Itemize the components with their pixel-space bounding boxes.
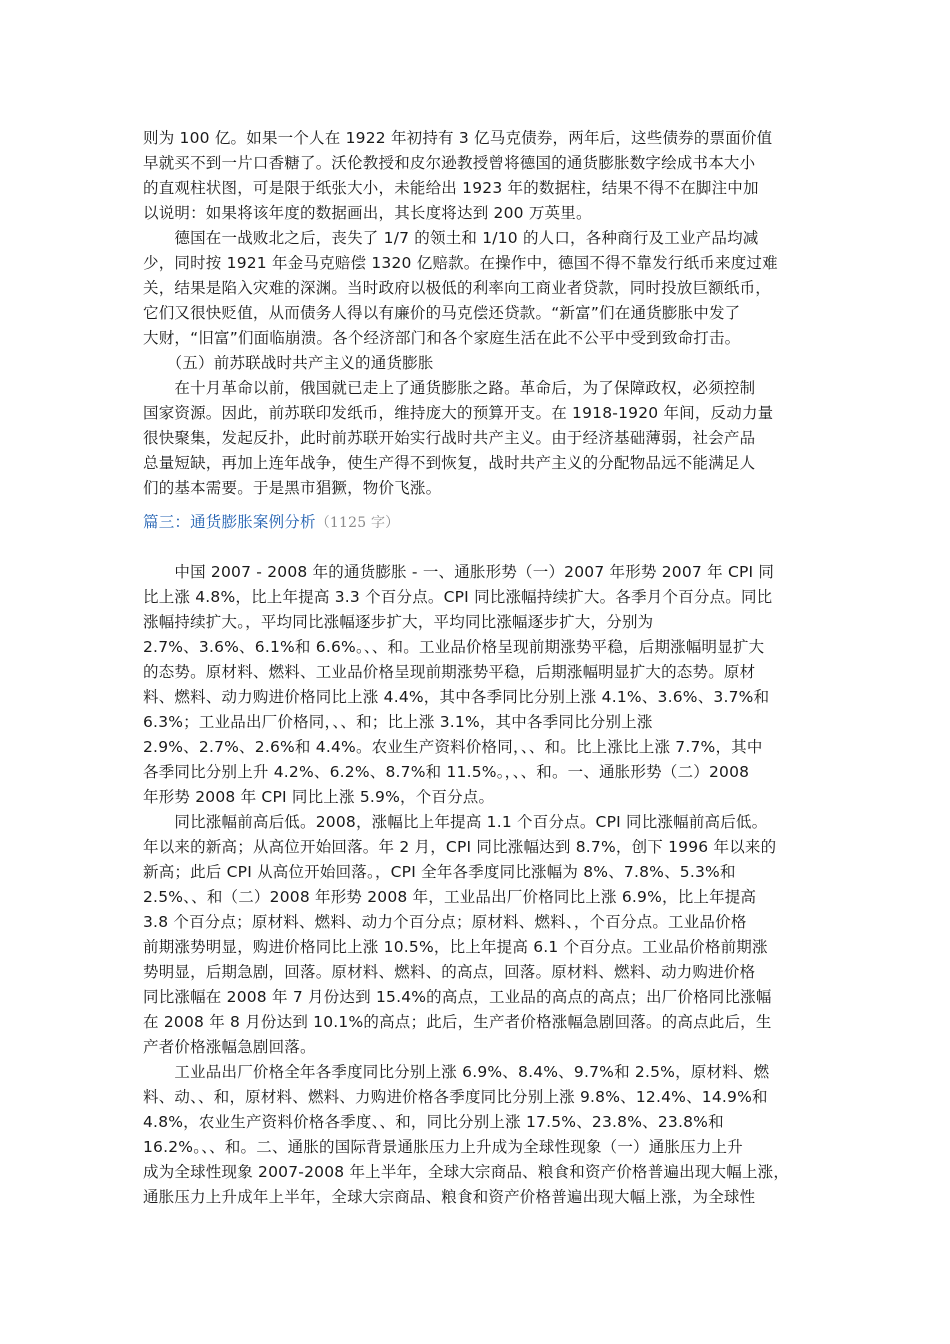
paragraph-line: 通胀压力上升成年上半年，全球大宗商品、粮食和资产价格普遍出现大幅上涨，为全球性 — [143, 1188, 756, 1206]
section-heading-title: 篇三：通货膨胀案例分析 — [143, 513, 316, 531]
paragraph-line: 总量短缺，再加上连年战争，使生产得不到恢复，战时共产主义的分配物品远不能满足人 — [143, 454, 756, 472]
paragraph-line: 势明显，后期急剧，回落。原材料、燃料、的高点，回落。原材料、燃料、动力购进价格 — [143, 963, 756, 981]
paragraph-line: 同比涨幅前高后低。2008，涨幅比上年提高 1.1 个百分点。CPI 同比涨幅前高后低。 — [143, 813, 768, 831]
paragraph-line: 少，同时按 1921 年金马克赔偿 1320 亿赔款。在操作中，德国不得不靠发行纸币来度过难 — [143, 254, 778, 272]
paragraph-line: 大财，“旧富”们面临崩溃。各个经济部门和各个家庭生活在此不公平中受到致命打击。 — [143, 329, 741, 347]
paragraph-line: 们的基本需要。于是黑市猖獗，物价飞涨。 — [143, 479, 442, 497]
paragraph-line: 的直观柱状图，可是限于纸张大小，未能给出 1923 年的数据柱，结果不得不在脚注中加 — [143, 179, 759, 197]
paragraph-line: 2.9%、2.7%、2.6%和 4.4%。农业生产资料价格同，、、和。比上涨比上涨 7.7%，其中 — [143, 738, 763, 756]
paragraph-line: 16.2%。、、和。二、通胀的国际背景通胀压力上升成为全球性现象（一）通胀压力上升 — [143, 1138, 743, 1156]
paragraph-line: 料、燃料、动力购进价格同比上涨 4.4%，其中各季同比分别上涨 4.1%、3.6%、3.7%和 — [143, 688, 770, 706]
paragraph-line: 中国 2007 - 2008 年的通货膨胀 - 一、通胀形势（一）2007 年形势 2007 年 CPI 同 — [143, 563, 775, 581]
paragraph-line: 2.7%、3.6%、6.1%和 6.6%。、、和。工业品价格呈现前期涨势平稳，后期涨幅明显扩大 — [143, 638, 765, 656]
paragraph-line: 工业品出厂价格全年各季度同比分别上涨 6.9%、8.4%、9.7%和 2.5%，原材料、燃 — [143, 1063, 770, 1081]
paragraph-line: 新高；此后 CPI 从高位开始回落。，CPI 全年各季度同比涨幅为 8%、7.8%、5.3%和 — [143, 863, 736, 881]
paragraph-line: 早就买不到一片口香糖了。沃伦教授和皮尔逊教授曾将德国的通货膨胀数字绘成书本大小 — [143, 154, 756, 172]
paragraph-line: 在十月革命以前，俄国就已走上了通货膨胀之路。革命后，为了保障政权，必须控制 — [143, 379, 756, 397]
paragraph-line: 成为全球性现象 2007-2008 年上半年，全球大宗商品、粮食和资产价格普遍出现大幅上涨， — [143, 1163, 790, 1181]
paragraph-line: 的态势。原材料、燃料、工业品价格呈现前期涨势平稳，后期涨幅明显扩大的态势。原材 — [143, 663, 756, 681]
paragraph-line: 前期涨势明显，购进价格同比上涨 10.5%，比上年提高 6.1 个百分点。工业品价格前期涨 — [143, 938, 768, 956]
paragraph-line: 很快聚集，发起反扑，此时前苏联开始实行战时共产主义。由于经济基础薄弱，社会产品 — [143, 429, 756, 447]
paragraph-line: 它们又很快贬值，从而债务人得以有廉价的马克偿还贷款。“新富”们在通货膨胀中发了 — [143, 304, 741, 322]
paragraph-line: 各季同比分别上升 4.2%、6.2%、8.7%和 11.5%。，、、和。一、通胀形势（二）2008 — [143, 763, 750, 781]
paragraph-line: 以说明：如果将该年度的数据画出，其长度将达到 200 万英里。 — [143, 204, 592, 222]
section-heading — [143, 510, 813, 534]
paragraph-line: 年形势 2008 年 CPI 同比上涨 5.9%，个百分点。 — [143, 788, 495, 806]
paragraph-line: 产者价格涨幅急剧回落。 — [143, 1038, 316, 1056]
paragraph-line: 涨幅持续扩大。，平均同比涨幅逐步扩大，平均同比涨幅逐步扩大，分别为 — [143, 613, 654, 631]
paragraph-line: 6.3%；工业品出厂价格同，、、和；比上涨 3.1%，其中各季同比分别上涨 — [143, 713, 653, 731]
paragraph-line: 3.8 个百分点；原材料、燃料、动力个百分点；原材料、燃料、，个百分点。工业品价格 — [143, 913, 747, 931]
paragraph-line: 国家资源。因此，前苏联印发纸币，维持庞大的预算开支。在 1918-1920 年间，反动力量 — [143, 404, 774, 422]
paragraph-line: 关，结果是陷入灾难的深渊。当时政府以极低的利率向工商业者贷款，同时投放巨额纸币， — [143, 279, 772, 297]
paragraph-line: 同比涨幅在 2008 年 7 月份达到 15.4%的高点，工业品的高点的高点；出厂价格同比涨幅 — [143, 988, 772, 1006]
paragraph-line: 德国在一战败北之后，丧失了 1/7 的领土和 1/10 的人口，各种商行及工业产品均减 — [143, 229, 759, 247]
paragraph-line: 料、动、、和，原材料、燃料、力购进价格各季度同比分别上涨 9.8%、12.4%、14.9%和 — [143, 1088, 768, 1106]
paragraph-line: 4.8%，农业生产资料价格各季度、、和，同比分别上涨 17.5%、23.8%、23.8%和 — [143, 1113, 724, 1131]
paragraph-line: 则为 100 亿。如果一个人在 1922 年初持有 3 亿马克债券，两年后，这些债券的票面价值 — [143, 129, 773, 147]
subsection-title: （五）前苏联战时共产主义的通货膨胀 — [143, 354, 434, 372]
paragraph-line: 年以来的新高；从高位开始回落。年 2 月，CPI 同比涨幅达到 8.7%，创下 1996 年以来的 — [143, 838, 777, 856]
paragraph-line: 2.5%、、和（二）2008 年形势 2008 年，工业品出厂价格同比上涨 6.9%，比上年提高 — [143, 888, 757, 906]
paragraph-line: 在 2008 年 8 月份达到 10.1%的高点；此后，生产者价格涨幅急剧回落。的高点此后，生 — [143, 1013, 772, 1031]
word-count: （1125 字） — [315, 515, 400, 531]
paragraph-line: 比上涨 4.8%，比上年提高 3.3 个百分点。CPI 同比涨幅持续扩大。各季月个百分点。同比 — [143, 588, 773, 606]
